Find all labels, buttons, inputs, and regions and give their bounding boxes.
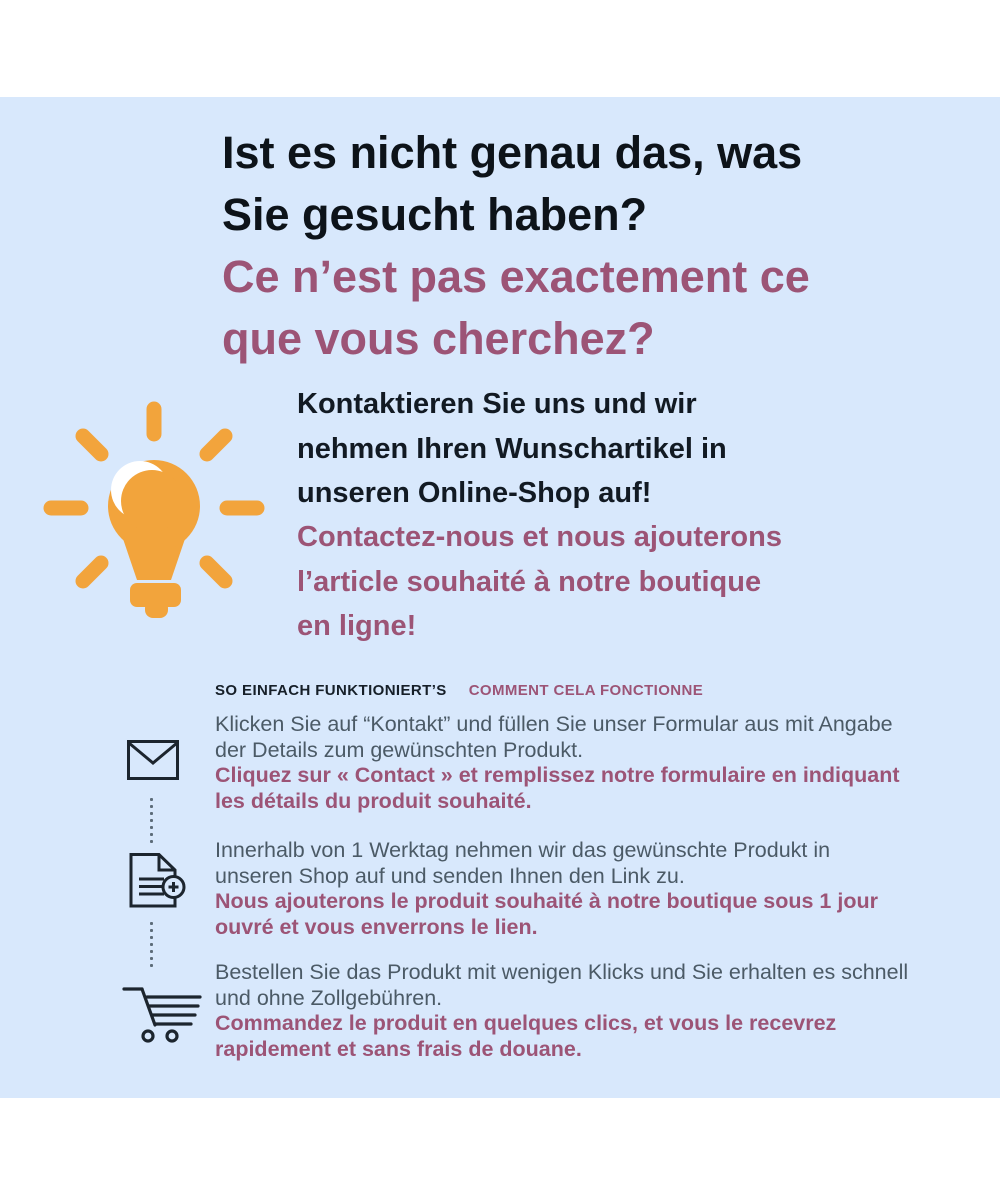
cart-icon — [120, 983, 204, 1043]
step-1-text-german: Klicken Sie auf “Kontakt” und füllen Sie unser Formular aus mit Angabe der Details zum gewünschten Produkt. — [215, 712, 893, 762]
step-3 — [215, 960, 995, 1062]
how-it-works-header — [215, 682, 703, 699]
step-1 — [215, 712, 995, 814]
step-3-text-german: Bestellen Sie das Produkt mit wenigen Klicks und Sie erhalten es schnell und ohne Zollgebühren. — [215, 960, 909, 1010]
envelope-icon — [127, 740, 179, 780]
dotted-connector — [150, 922, 153, 967]
step-2 — [215, 838, 995, 940]
dotted-connector — [150, 798, 153, 843]
headline-french: Ce n’est pas exactement ce que vous cherchez? — [222, 251, 810, 364]
how-it-works-heading-french: COMMENT CELA FONCTIONNE — [468, 682, 704, 699]
intro-text-french: Contactez-nous et nous ajouterons l’article souhaité à notre boutique en ligne! — [297, 521, 782, 642]
step-1-text-french: Cliquez sur « Contact » et remplissez notre formulaire en indiquant les détails du produit souhaité. — [215, 763, 900, 813]
step-2-text-german: Innerhalb von 1 Werktag nehmen wir das gewünschte Produkt in unseren Shop auf und senden Ihnen den Link zu. — [215, 838, 831, 888]
headline-german: Ist es nicht genau das, was Sie gesucht haben? — [222, 127, 803, 240]
step-3-text-french: Commandez le produit en quelques clics, et vous le recevrez rapidement et sans frais de douane. — [215, 1011, 837, 1061]
intro-text-german: Kontaktieren Sie uns und wir nehmen Ihren Wunschartikel in unseren Online-Shop auf! — [297, 388, 727, 509]
how-it-works-heading-german: SO EINFACH FUNKTIONIERT’S — [215, 682, 447, 699]
lightbulb-icon — [35, 390, 265, 625]
document-add-icon — [126, 852, 188, 912]
step-2-text-french: Nous ajouterons le produit souhaité à notre boutique sous 1 jour ouvré et vous enverrons le lien. — [215, 889, 878, 939]
